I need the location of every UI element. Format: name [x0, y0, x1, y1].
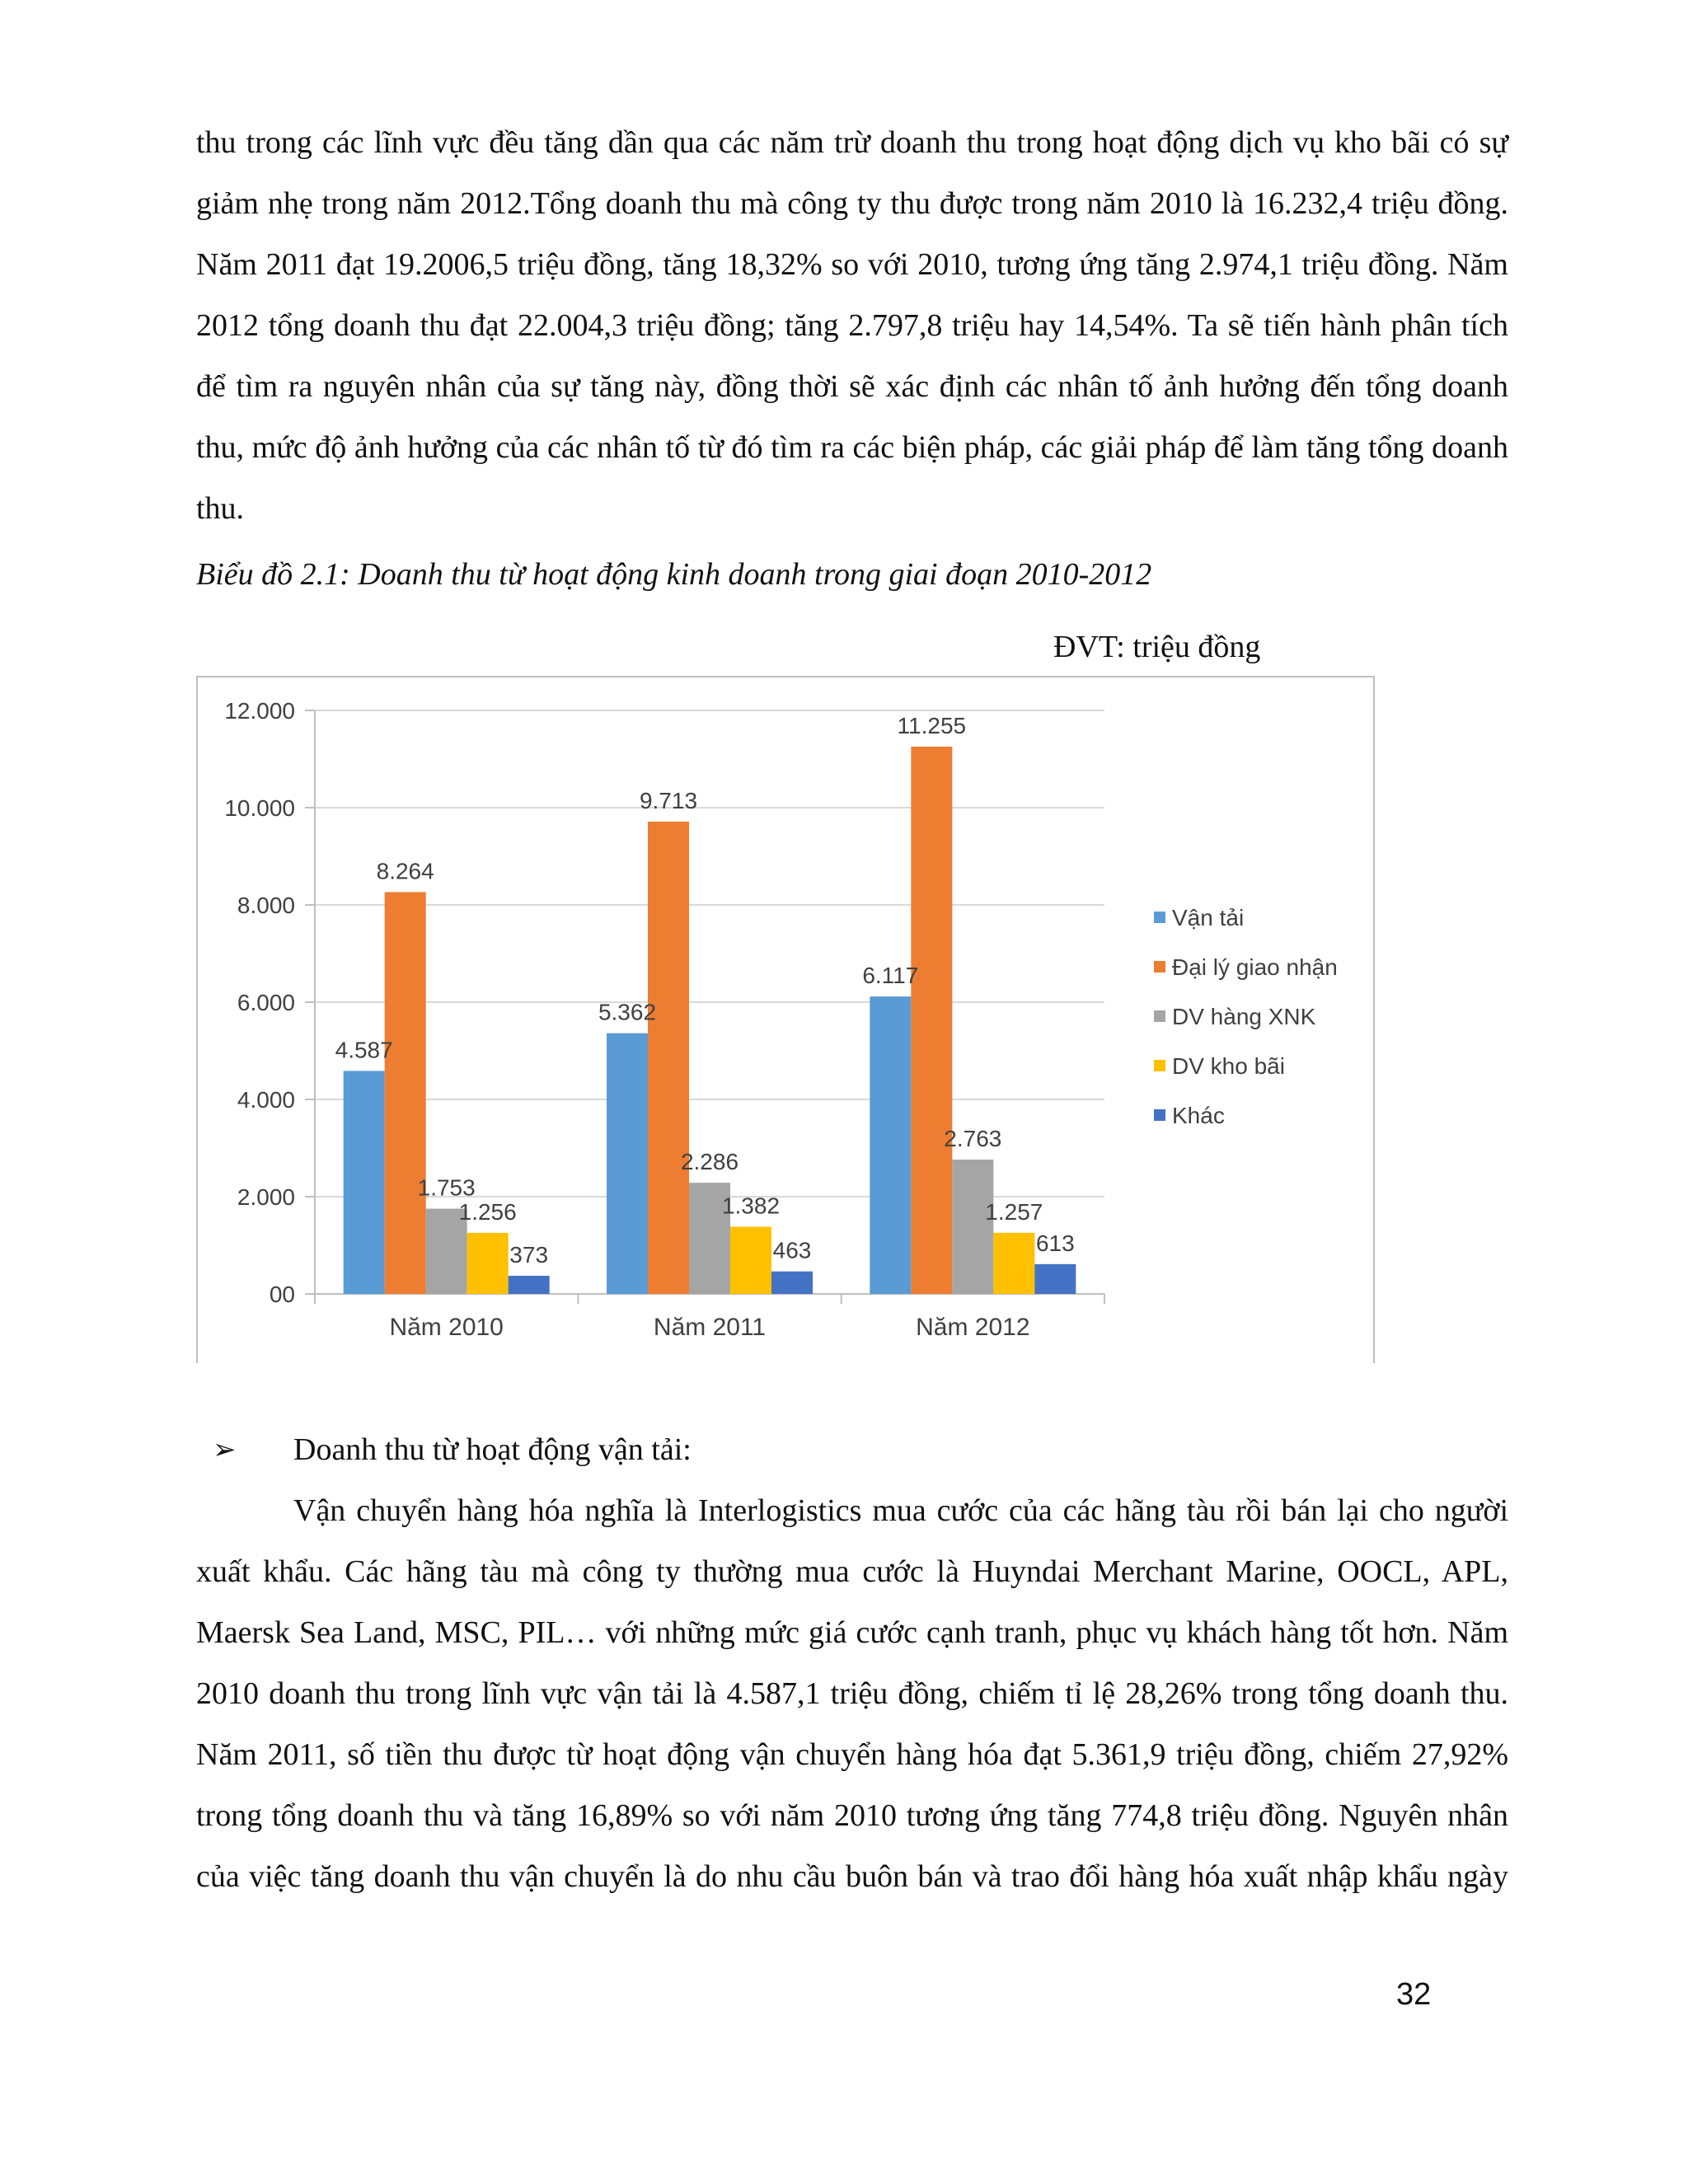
bar — [509, 1276, 550, 1294]
legend-label: DV hàng XNK — [1172, 1004, 1316, 1029]
legend-label: Vận tải — [1172, 905, 1245, 930]
y-tick-label: 2.000 — [237, 1184, 295, 1210]
legend-swatch — [1154, 1010, 1165, 1022]
bar — [730, 1226, 771, 1294]
legend — [1154, 905, 1338, 1128]
legend-label: DV kho bãi — [1172, 1053, 1285, 1079]
bar — [911, 747, 952, 1294]
data-label: 373 — [509, 1241, 549, 1268]
data-label: 1.257 — [985, 1198, 1043, 1225]
data-label: 4.587 — [335, 1037, 393, 1063]
bar — [648, 822, 689, 1294]
y-tick-label: 10.000 — [224, 795, 295, 821]
data-label: 463 — [772, 1237, 812, 1263]
data-label: 6.117 — [862, 963, 919, 989]
arrowhead-bullet-icon: ➢ — [213, 1433, 237, 1466]
data-label: 5.362 — [598, 999, 657, 1025]
bars — [344, 747, 1076, 1294]
bar — [771, 1272, 813, 1294]
data-label: 1.382 — [721, 1193, 781, 1219]
unit-label: ĐVT: triệu đồng — [1053, 630, 1261, 664]
legend-swatch — [1154, 1109, 1165, 1121]
chart-canvas — [198, 677, 1373, 1363]
paragraph-revenue-summary: thu trong các lĩnh vực đều tăng dần qua các năm trừ doanh thu trong hoạt động dịch vụ kho bãi có sự giảm nhẹ trong năm 2012.Tổng doanh thu mà công ty thu được trong năm 2010 là 16.232,4 triệu đồng. Năm 2011 đạt 19.2006,5 triệu đồng, tăng 18,32% so với 2010, tương ứng tăng 2.974,1 triệu đồng. Năm 2012 tổng doanh thu đạt 22.004,3 triệu đồng; tăng 2.797,8 triệu hay 14,54%. Ta sẽ tiến hành phân tích để tìm ra nguyên nhân của sự tăng này, đồng thời sẽ xác định các nhân tố ảnh hưởng đến tổng doanh thu, mức độ ảnh hưởng của các nhân tố từ đó tìm ra các biện pháp, các giải pháp để làm tăng tổng doanh thu. — [196, 125, 1508, 526]
bar — [952, 1160, 993, 1294]
bar — [385, 892, 426, 1294]
y-axis-ticks — [224, 698, 295, 1307]
bar — [870, 996, 911, 1294]
y-tick-label: 00 — [269, 1282, 295, 1307]
legend-swatch — [1154, 1060, 1165, 1071]
data-label: 1.753 — [417, 1174, 476, 1201]
legend-label: Đại lý giao nhận — [1172, 954, 1338, 980]
legend-swatch — [1154, 912, 1165, 923]
bar — [344, 1071, 385, 1294]
x-category-label: Năm 2012 — [916, 1314, 1030, 1341]
data-label: 1.256 — [458, 1198, 517, 1225]
data-label: 613 — [1035, 1230, 1075, 1256]
chart-caption: Biểu đồ 2.1: Doanh thu từ hoạt động kinh doanh trong giai đoạn 2010-2012 — [196, 557, 1152, 592]
x-category-label: Năm 2010 — [389, 1314, 504, 1341]
data-label: 9.713 — [639, 787, 698, 813]
page-number: 32 — [1396, 1977, 1432, 2012]
bar — [993, 1233, 1034, 1294]
y-tick-label: 6.000 — [237, 990, 295, 1015]
legend-swatch — [1154, 961, 1165, 972]
revenue-bar-chart — [196, 676, 1375, 1363]
x-axis-categories — [389, 1314, 1029, 1341]
x-category-label: Năm 2011 — [653, 1314, 767, 1341]
section-heading-transport: Doanh thu từ hoạt động vận tải: — [293, 1432, 692, 1467]
data-label: 11.255 — [897, 712, 967, 738]
data-label: 2.286 — [680, 1149, 739, 1175]
y-tick-label: 12.000 — [224, 698, 295, 724]
paragraph-transport-revenue: Vận chuyển hàng hóa nghĩa là Interlogistics mua cước của các hãng tàu rồi bán lại cho người xuất khẩu. Các hãng tàu mà công ty thường mua cước là Huyndai Merchant Marine, OOCL, APL, Maersk Sea Land, MSC, PIL… với những mức giá cước cạnh tranh, phục vụ khách hàng tốt hơn. Năm 2010 doanh thu trong lĩnh vực vận tải là 4.587,1 triệu đồng, chiếm tỉ lệ 28,26% trong tổng doanh thu. Năm 2011, số tiền thu được từ hoạt động vận chuyển hàng hóa đạt 5.361,9 triệu đồng, chiếm 27,92% trong tổng doanh thu và tăng 16,89% so với năm 2010 tương ứng tăng 774,8 triệu đồng. Nguyên nhân của việc tăng doanh thu vận chuyển là do nhu cầu buôn bán và trao đổi hàng hóa xuất nhập khẩu ngày — [196, 1493, 1508, 1894]
y-tick-label: 8.000 — [237, 893, 295, 918]
bar — [467, 1233, 509, 1294]
legend-label: Khác — [1172, 1103, 1225, 1128]
y-tick-label: 4.000 — [237, 1087, 295, 1113]
bar — [1034, 1264, 1076, 1294]
data-label: 8.264 — [376, 858, 434, 884]
bar — [607, 1033, 648, 1294]
data-label: 2.763 — [944, 1125, 1002, 1151]
